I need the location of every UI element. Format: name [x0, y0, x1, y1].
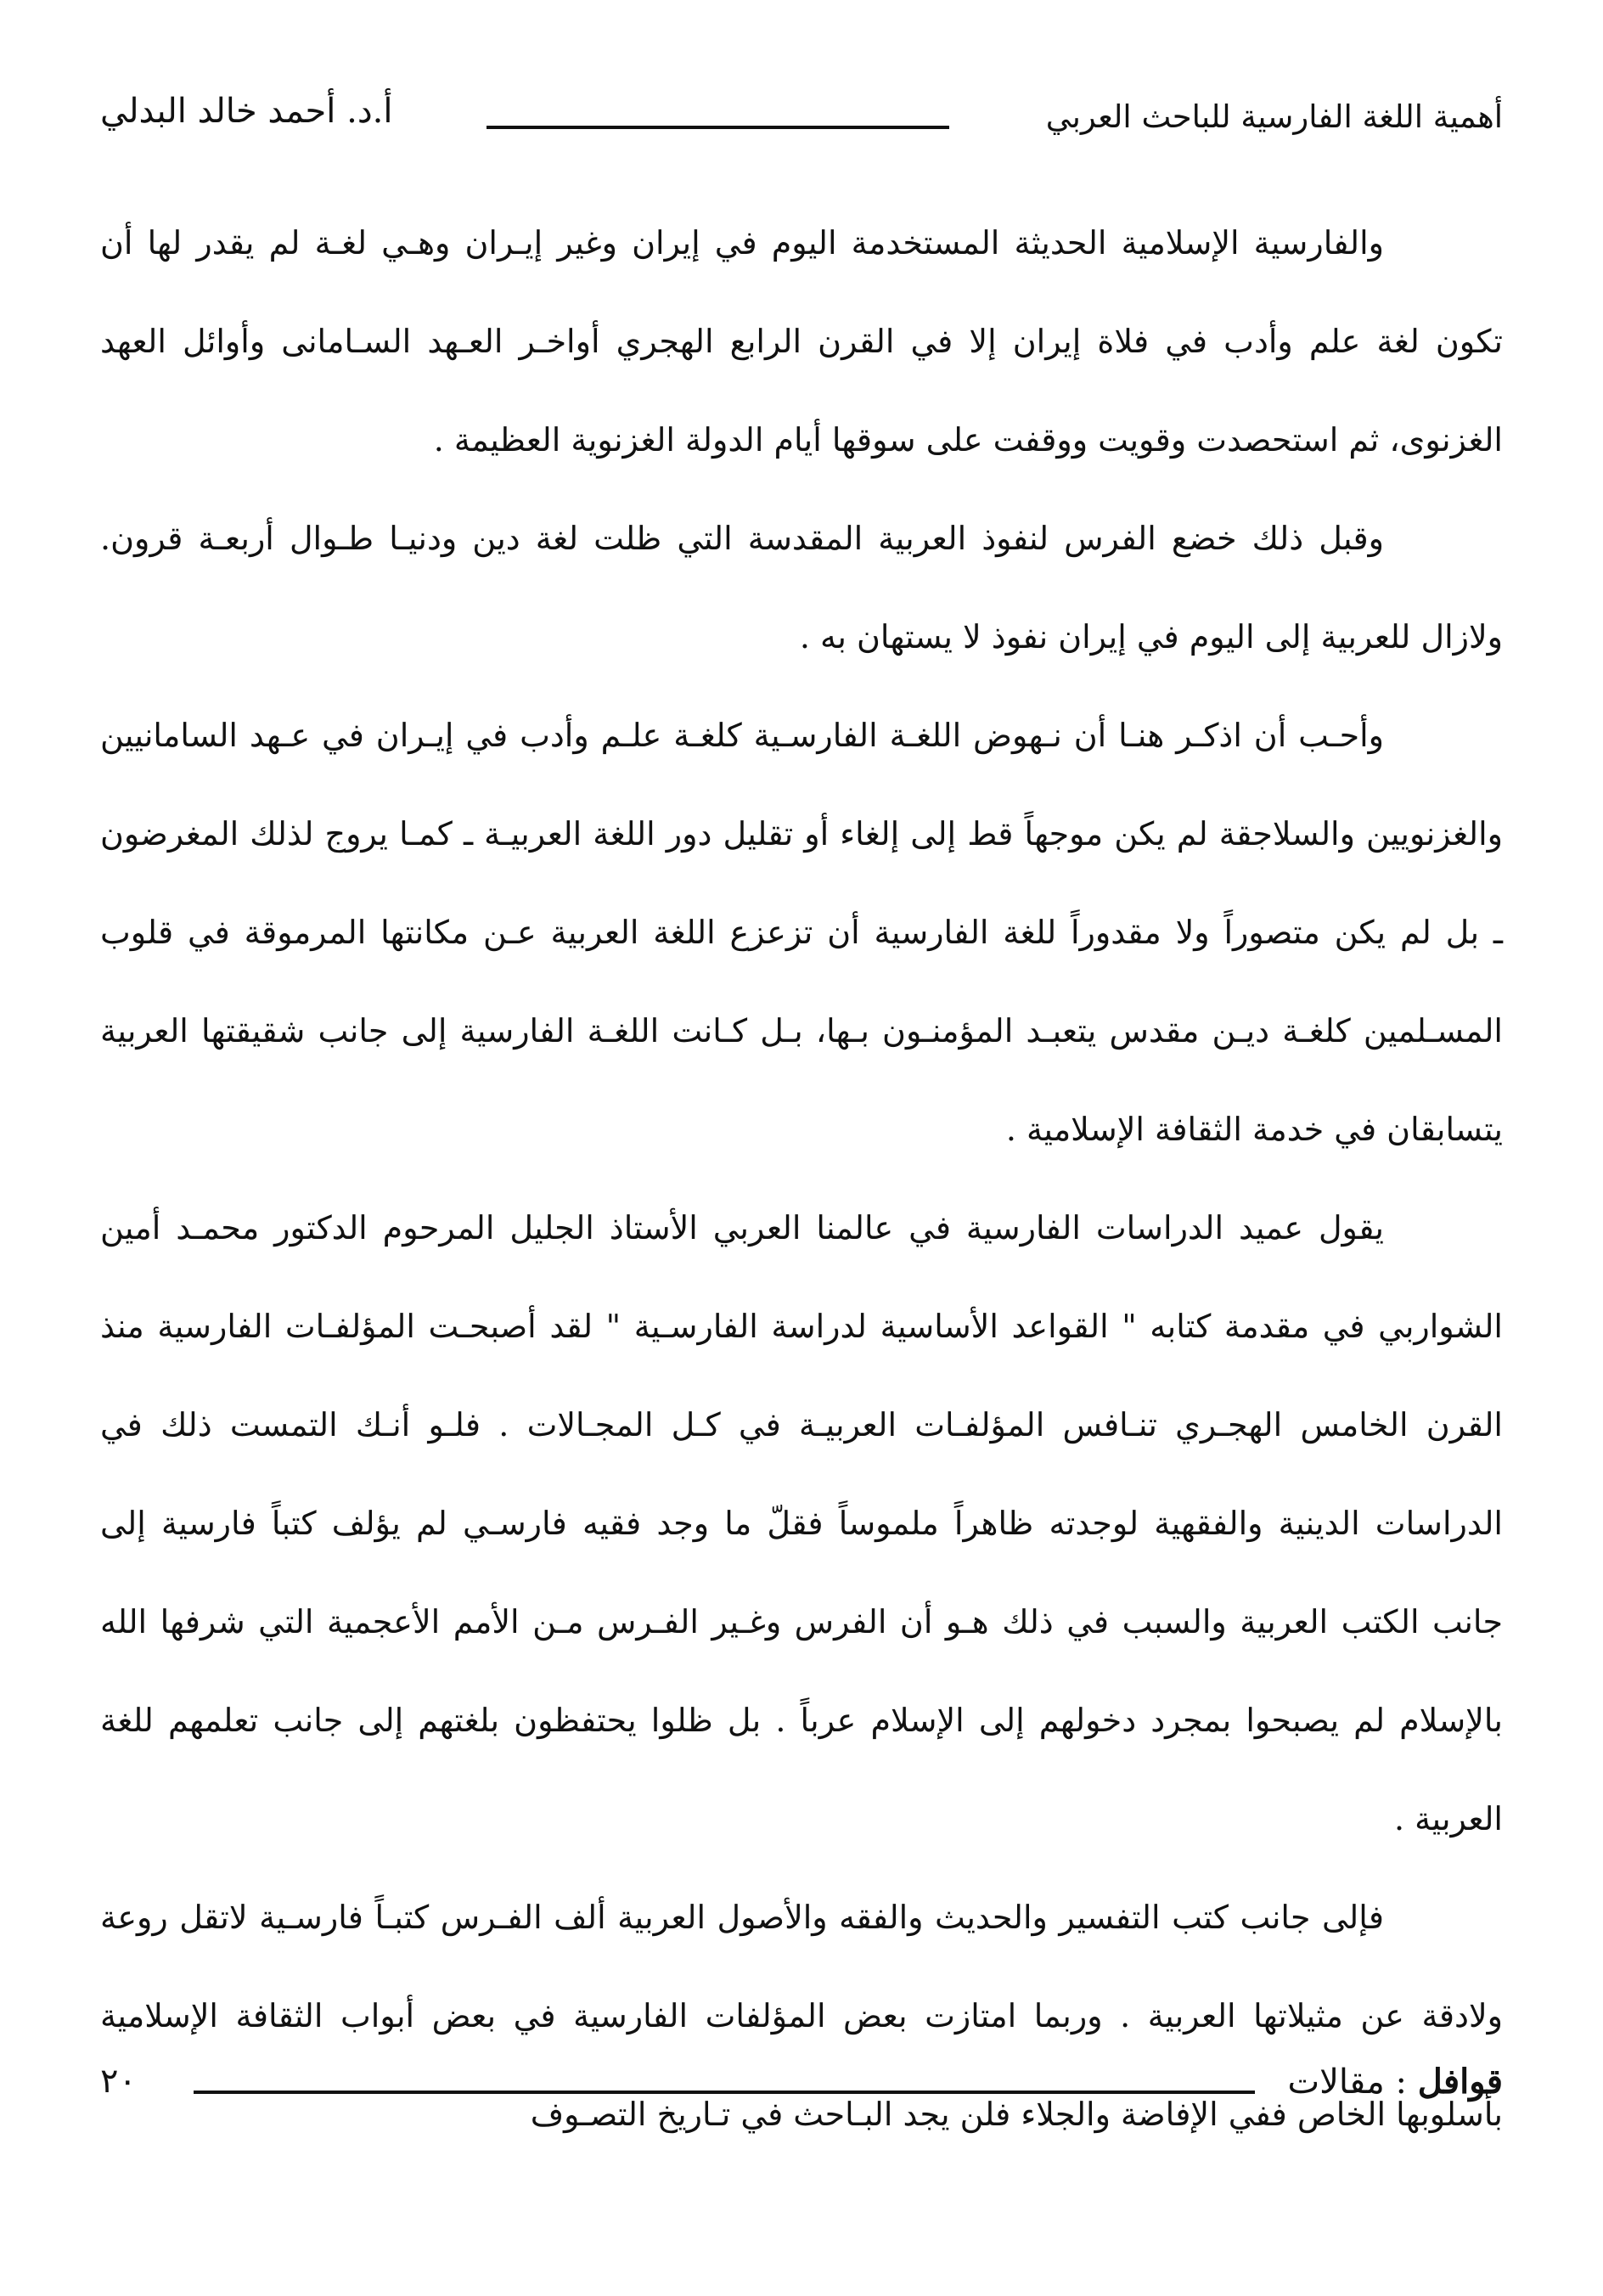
header-author: أ.د. أحمد خالد البدلي: [100, 92, 393, 131]
footer-label: [1287, 2062, 1503, 2102]
paragraph-text: والفارسية الإسلامية الحديثة المستخدمة اليوم في إيران وغير إيـران وهـي لغـة لم يقدر لها أن تكون لغة علم وأدب في فلاة إيران إلا في القرن الرابع الهجري أواخـر العـهد السـامانى وأوائل العهد الغزنوى، ثم استحصدت وقويت ووقفت على سوقها أيام الدولة الغزنوية العظيمة .: [100, 224, 1503, 459]
page-number: ٢٠: [100, 2062, 137, 2101]
paragraph-text: وأحـب أن اذكـر هنـا أن نـهوض اللغـة الفارسـية كلغـة علـم وأدب في إيـران في عـهد السامانيين والغزنويين والسلاجقة لم يكن موجهاً قط إلى إلغاء أو تقليل دور اللغة العربيـة ـ كمـا يروج لذلك المغرضون ـ بل لم يكن متصوراً ولا مقدوراً للغة الفارسية أن تزعزع اللغة العربية عـن مكانتها المرموقة في قلوب المسـلمين كلغـة ديـن مقدس يتعبـد المؤمنـون بـها، بـل كـانت اللغـة الفارسية إلى جانب شقيقتها العربية يتسابقان في خدمة الثقافة الإسلامية .: [100, 717, 1503, 1148]
footer-rule: [194, 2091, 1255, 2094]
paragraph-text: وقبل ذلك خضع الفرس لنفوذ العربية المقدسة التي ظلت لغة دين ودنيـا طـوال أربعـة قرون. ولازال للعربية إلى اليوم في إيران نفوذ لا يستهان به .: [100, 520, 1503, 656]
header-rule: [487, 126, 949, 129]
section-name: : مقالات: [1287, 2062, 1407, 2102]
body-text: [100, 194, 1503, 2164]
journal-name: قوافل: [1417, 2062, 1503, 2102]
paragraph: [100, 686, 1503, 1179]
paragraph: [100, 194, 1503, 489]
running-footer: [100, 2062, 1503, 2113]
paragraph-text: يقول عميد الدراسات الفارسية في عالمنا العربي الأستاذ الجليل المرحوم الدكتور محمـد أمين الشواربي في مقدمة كتابه " القواعد الأساسية لدراسة الفارسـية " لقد أصبحـت المؤلفـات الفارسية منذ القرن الخامس الهجـري تنـافس المؤلفـات العربيـة في كـل المجـالات . فلـو أنـك التمست ذلك في الدراسات الدينية والفقهية لوجدته ظاهراً ملموساً فقلّ ما وجد فقيه فارسـي لم يؤلف كتباً فارسية إلى جانب الكتب العربية والسبب في ذلك هـو أن الفرس وغـير الفـرس مـن الأمم الأعجمية التي شرفها الله بالإسلام لم يصبحوا بمجرد دخولهم إلى الإسلام عرباً . بل ظلوا يحتفظون بلغتهم إلى جانب تعلمهم للغة العربية .: [100, 1209, 1503, 1837]
running-header: [100, 83, 1503, 143]
paragraph-text: فإلى جانب كتب التفسير والحديث والفقه والأصول العربية ألف الفـرس كتبـاً فارسـية لاتقل روعة ولادقة عن مثيلاتها العربية . وربما امتازت بعض المؤلفات الفارسية في بعض أبواب الثقافة الإسلامية بأسلوبها الخاص ففي الإفاضة والجلاء فلن يجد البـاحث في تـاريخ التصـوف: [100, 1899, 1503, 2133]
paragraph: [100, 1868, 1503, 2164]
paragraph: [100, 489, 1503, 686]
header-title: أهمية اللغة الفارسية للباحث العربي: [1045, 98, 1503, 135]
paragraph: [100, 1179, 1503, 1868]
